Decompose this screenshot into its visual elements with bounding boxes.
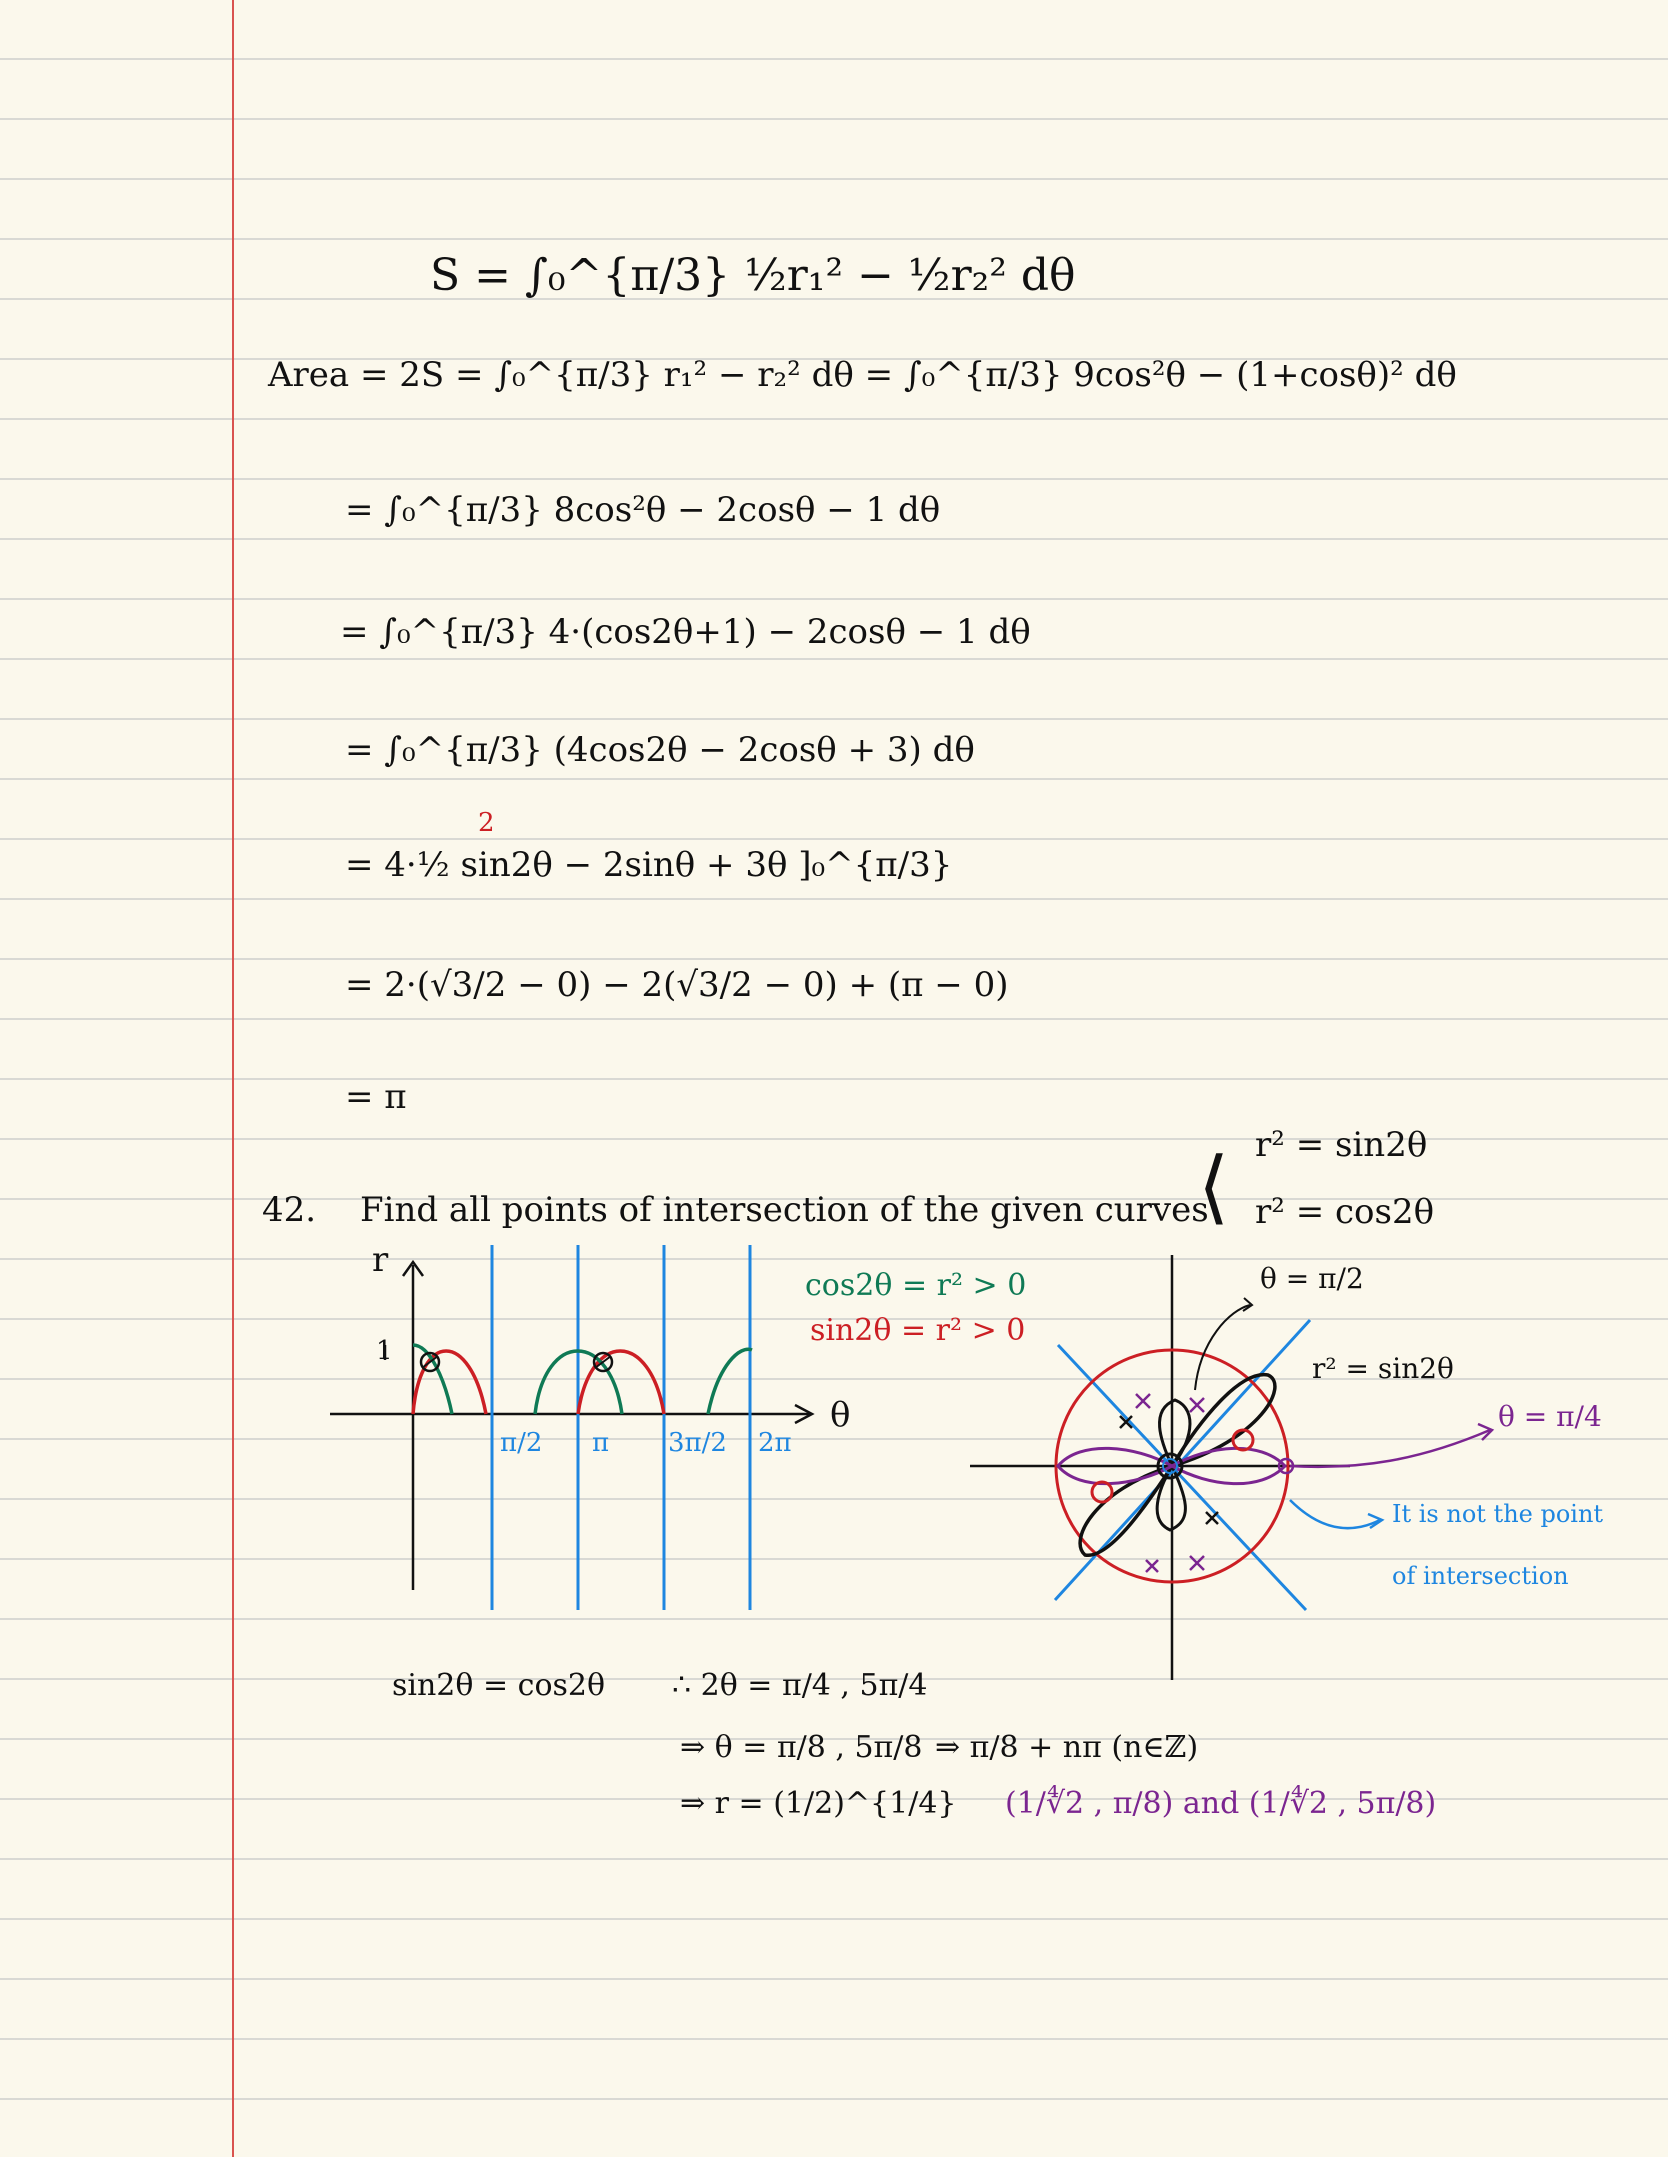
- solution-theta: ⇒ θ = π/8 , 5π/8: [680, 1730, 923, 1765]
- solution-equation: sin2θ = cos2θ: [392, 1668, 606, 1703]
- problem-text: Find all points of intersection of the given curves: [360, 1190, 1209, 1230]
- x-tick-3pi-half: 3π/2: [668, 1428, 727, 1458]
- solution-points: (1/∜2 , π/8) and (1/∜2 , 5π/8): [1005, 1786, 1437, 1821]
- problem-number: 42.: [262, 1190, 317, 1230]
- x-tick-2pi: 2π: [758, 1428, 792, 1458]
- step-1: = ∫₀^{π/3} 8cos²θ − 2cosθ − 1 dθ: [345, 490, 941, 530]
- curve-2-label: r² = cos2θ: [1255, 1192, 1435, 1232]
- step-6: = π: [345, 1077, 407, 1117]
- theta-quarter-pi-label: θ = π/4: [1498, 1400, 1602, 1433]
- note-line-2: of intersection: [1392, 1562, 1569, 1590]
- sin-curve-label: r² = sin2θ: [1312, 1352, 1454, 1385]
- step-3: = ∫₀^{π/3} (4cos2θ − 2cosθ + 3) dθ: [345, 730, 975, 770]
- sin-condition: sin2θ = r² > 0: [810, 1313, 1026, 1348]
- cos-condition: cos2θ = r² > 0: [805, 1268, 1027, 1303]
- y-axis-label: r: [372, 1240, 389, 1280]
- theta-half-pi-label: θ = π/2: [1260, 1262, 1364, 1295]
- solution-2theta: ∴ 2θ = π/4 , 5π/4: [672, 1668, 928, 1703]
- step-4-correction: 2: [478, 808, 495, 838]
- solution-r: ⇒ r = (1/2)^{1/4}: [680, 1786, 957, 1821]
- step-4: = 4·½ sin2θ − 2sinθ + 3θ ]₀^{π/3}: [345, 845, 953, 885]
- area-equation: Area = 2S = ∫₀^{π/3} r₁² − r₂² dθ = ∫₀^{π/3} 9cos²θ − (1+cosθ)² dθ: [268, 355, 1457, 395]
- step-5: = 2·(√3/2 − 0) − 2(√3/2 − 0) + (π − 0): [345, 965, 1009, 1005]
- x-tick-pi: π: [592, 1428, 610, 1458]
- solution-general: ⇒ π/8 + nπ (n∈ℤ): [935, 1730, 1199, 1765]
- x-axis-label: θ: [830, 1395, 851, 1435]
- step-2: = ∫₀^{π/3} 4·(cos2θ+1) − 2cosθ − 1 dθ: [340, 612, 1031, 652]
- x-tick-pi-half: π/2: [500, 1428, 543, 1458]
- note-line-1: It is not the point: [1392, 1500, 1604, 1528]
- s-definition: S = ∫₀^{π/3} ½r₁² − ½r₂² dθ: [430, 250, 1076, 301]
- curve-1-label: r² = sin2θ: [1255, 1125, 1428, 1165]
- brace-icon: ⟨: [1198, 1140, 1230, 1233]
- y-tick-1: 1: [376, 1336, 393, 1366]
